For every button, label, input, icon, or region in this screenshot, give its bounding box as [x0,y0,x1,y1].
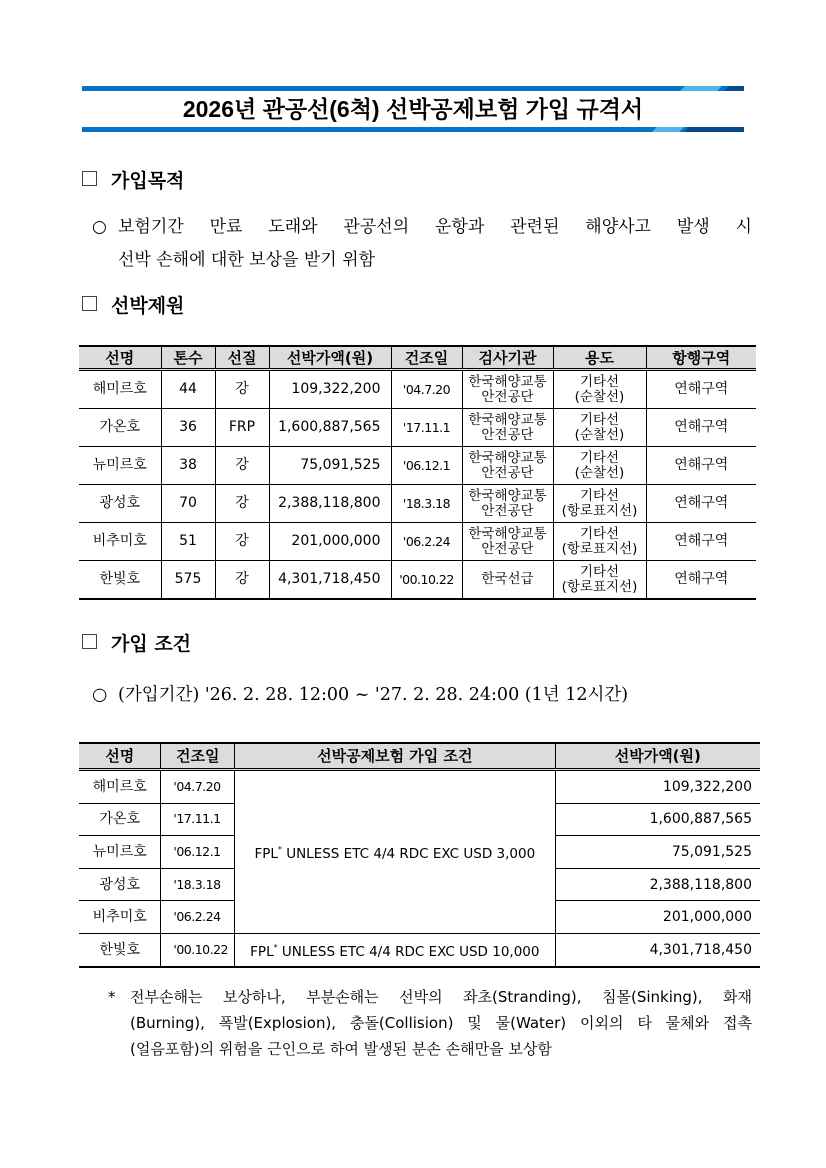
footnote-line: (얼음포함)의 위험을 근인으로 하여 발생된 분손 손해만을 보상함 [130,1040,552,1058]
tonnage: 575 [161,561,215,600]
bullet-circle-icon: ○ [92,217,107,237]
period-text: (가입기간) '26. 2. 28. 12:00 ~ '27. 2. 28. 24:00 (1년 12시간) [118,685,629,705]
footnote-marker: * [273,942,278,952]
tonnage: 36 [161,409,215,447]
table-header-row [79,743,760,770]
ship-use-line: (항로표지선) [561,578,638,595]
build-date: '04.7.20 [161,770,235,804]
ship-use-line: 기타선 [579,487,620,504]
hull-material: 강 [215,523,269,561]
navigation-area: 연해구역 [646,447,756,485]
col-header: 건조일 [391,346,462,370]
word: 도래와 [268,217,318,237]
col-header: 검사기관 [462,346,553,370]
condition-text: UNLESS ETC 4/4 RDC EXC USD 10,000 [277,943,540,960]
build-date: '00.10.22 [161,933,235,966]
ship-name: 뉴미르호 [79,447,161,485]
section-heading-text: 가입 조건 [111,633,192,655]
col-header: 톤수 [161,346,215,370]
inspection-agency-line: 안전공단 [481,540,534,557]
ship-specs-table [79,345,756,600]
inspection-agency-line: 한국해양교통 [468,525,547,542]
ship-name: 가온호 [79,409,161,447]
ship-use [553,523,646,561]
table-header-row [79,346,756,370]
word: 관련된 [510,217,560,237]
checkbox-square-icon [82,296,97,311]
footnote-line: (Burning), 폭발(Explosion), 충돌(Collision) 및 물(Water) 이외의 타 물체와 접촉 [130,1014,752,1032]
ship-name: 한빛호 [79,561,161,600]
section-heading-purpose [82,168,184,194]
build-date: '17.11.1 [161,803,235,836]
section-heading-text: 선박제원 [111,295,185,317]
word: 시 [735,217,752,237]
title-bar-top-accent [672,86,744,91]
inspection-agency [462,561,553,600]
ship-name: 광성호 [79,485,161,523]
tonnage: 51 [161,523,215,561]
hull-material: 강 [215,485,269,523]
ship-value: 1,600,887,565 [269,409,391,447]
condition-prefix: FPL [250,943,274,960]
inspection-agency [462,370,553,409]
ship-use-line: 기타선 [579,449,620,466]
col-header: 건조일 [161,743,235,770]
hull-material: 강 [215,447,269,485]
ship-use-line: (항로표지선) [561,502,638,519]
build-date: '00.10.22 [391,561,462,600]
ship-use-line: (순찰선) [574,388,625,405]
inspection-agency-line: 안전공단 [481,388,534,405]
col-header: 선박가액(원) [555,743,760,770]
ship-value: 75,091,525 [269,447,391,485]
inspection-agency-line: 한국해양교통 [468,487,547,504]
inspection-agency-line: 한국해양교통 [468,373,547,390]
checkbox-square-icon [82,634,97,649]
build-date: '18.3.18 [161,868,235,901]
ship-name: 가온호 [79,803,161,836]
condition-cell-a [235,770,556,934]
build-date: '18.3.18 [391,485,462,523]
navigation-area: 연해구역 [646,409,756,447]
ship-value: 109,322,200 [269,370,391,409]
title-bar-top [82,86,744,91]
title-bar-bottom-accent [652,127,744,132]
ship-use [553,370,646,409]
col-header: 선박가액(원) [269,346,391,370]
navigation-area: 연해구역 [646,485,756,523]
table-row [79,370,756,409]
document-title: 2026년 관공선(6척) 선박공제보험 가입 규격서 [182,96,644,122]
ship-use [553,409,646,447]
ship-value: 4,301,718,450 [555,933,760,966]
ship-use [553,561,646,600]
tonnage: 70 [161,485,215,523]
build-date: '06.2.24 [391,523,462,561]
col-header: 항행구역 [646,346,756,370]
table-row [79,933,760,966]
inspection-agency [462,485,553,523]
table-row [79,485,756,523]
ship-use-line: 기타선 [579,563,620,580]
table-row [79,447,756,485]
ship-name: 해미르호 [79,370,161,409]
word: 발생 [676,217,710,237]
ship-use-line: (순찰선) [574,464,625,481]
inspection-agency-line: 안전공단 [481,426,534,443]
ship-value: 109,322,200 [555,770,760,804]
navigation-area: 연해구역 [646,523,756,561]
build-date: '06.12.1 [391,447,462,485]
section-heading-conditions [82,631,191,657]
ship-name: 비추미호 [79,523,161,561]
section-heading-text: 가입목적 [111,170,185,192]
bullet-circle-icon: ○ [92,685,108,705]
purpose-paragraph [92,211,752,277]
purpose-line-2: 선박 손해에 대한 보상을 받기 위함 [118,250,375,270]
hull-material: 강 [215,370,269,409]
col-header: 선박공제보험 가입 조건 [235,743,556,770]
table-row [79,409,756,447]
hull-material: FRP [215,409,269,447]
ship-name: 한빛호 [79,933,161,966]
navigation-area: 연해구역 [646,561,756,600]
table-row [79,523,756,561]
ship-use-line: (항로표지선) [561,540,638,557]
build-date: '04.7.20 [391,370,462,409]
footnote-marker: * [108,988,116,1006]
checkbox-square-icon [82,171,97,186]
word: 운항과 [434,217,485,237]
inspection-agency-line: 한국해양교통 [468,449,547,466]
ship-value: 75,091,525 [555,836,760,869]
condition-cell-b [235,933,556,966]
insurance-period [92,680,628,710]
col-header: 선명 [79,346,161,370]
title-bar-bottom [82,127,744,132]
col-header: 용도 [553,346,646,370]
ship-use-line: (순찰선) [574,426,625,443]
tonnage: 38 [161,447,215,485]
inspection-agency-line: 한국해양교통 [468,411,547,428]
hull-material: 강 [215,561,269,600]
navigation-area: 연해구역 [646,370,756,409]
table-row [79,561,756,600]
footnote-marker: * [277,844,282,854]
ship-name: 뉴미르호 [79,836,161,869]
inspection-agency-line: 한국선급 [481,571,534,587]
ship-name: 해미르호 [79,770,161,804]
col-header: 선명 [79,743,161,770]
condition-prefix: FPL [254,845,278,862]
ship-value: 1,600,887,565 [555,803,760,836]
inspection-agency [462,523,553,561]
ship-use-line: 기타선 [579,411,620,428]
ship-name: 비추미호 [79,901,161,934]
build-date: '17.11.1 [391,409,462,447]
ship-use-line: 기타선 [579,525,620,542]
footnote [108,984,752,1062]
col-header: 선질 [215,346,269,370]
section-heading-ship-specs [82,293,184,319]
footnote-line: 전부손해는 보상하나, 부분손해는 선박의 좌초(Stranding), 침몰(Sinking), 화재 [130,988,752,1006]
ship-value: 2,388,118,800 [555,868,760,901]
insurance-conditions-table [79,742,760,968]
ship-value: 2,388,118,800 [269,485,391,523]
inspection-agency [462,409,553,447]
build-date: '06.2.24 [161,901,235,934]
inspection-agency-line: 안전공단 [481,464,534,481]
tonnage: 44 [161,370,215,409]
word: 해양사고 [585,217,651,237]
word: 관공선의 [343,217,410,237]
word: 만료 [209,217,243,237]
build-date: '06.12.1 [161,836,235,869]
word: 보험기간 [118,217,184,237]
inspection-agency [462,447,553,485]
ship-use-line: 기타선 [579,373,620,390]
ship-value: 201,000,000 [555,901,760,934]
ship-use [553,485,646,523]
table-row [79,770,760,804]
inspection-agency-line: 안전공단 [481,502,534,519]
ship-value: 4,301,718,450 [269,561,391,600]
condition-text: UNLESS ETC 4/4 RDC EXC USD 3,000 [281,845,536,862]
ship-value: 201,000,000 [269,523,391,561]
ship-name: 광성호 [79,868,161,901]
ship-use [553,447,646,485]
